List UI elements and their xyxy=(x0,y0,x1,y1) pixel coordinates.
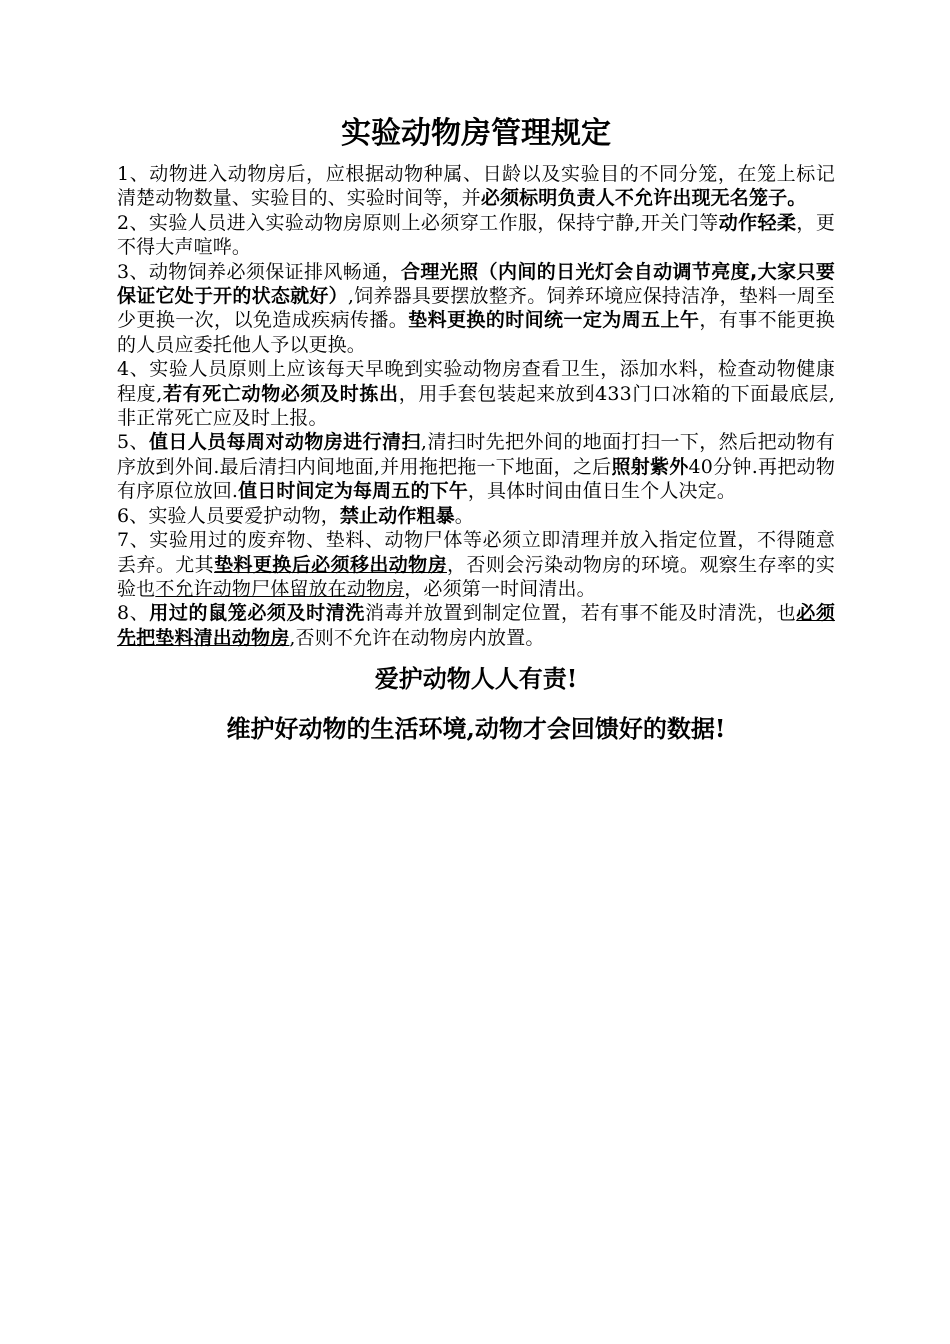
rule-text: ,饲养器具要摆放整齐。饲养环境应保持洁净，垫料一周至少更换一次，以免造成疾病传播。 xyxy=(117,285,835,332)
emphasis-text: 值日时间定为每周五的下午 xyxy=(238,480,468,503)
rule-text: 7、实验用过的废弃物、垫料、动物尸体等必须立即清理并放入指定位置，不得随意丢弃。尤其 xyxy=(117,529,835,576)
rule-text: 8、 xyxy=(117,602,150,625)
rule-text: 1、动物进入动物房后，应根据动物种属、日龄以及实验目的不同分笼，在笼上标记清楚动物数量、实验目的、实验时间等，并 xyxy=(117,163,835,210)
rule-item-8 xyxy=(117,601,835,650)
emphasis-text: 必须标明负责人不允许出现无名笼子。 xyxy=(480,187,807,210)
rule-text: 6、实验人员要爱护动物， xyxy=(117,504,340,527)
rule-item-5 xyxy=(117,430,835,503)
emphasis-text: 若有死亡动物必须及时拣出 xyxy=(162,382,399,405)
rule-item-2 xyxy=(117,211,835,260)
rule-text: ，否则会污染动物房的环境。观察生存率的实验也 xyxy=(117,553,835,600)
rule-text: ，必须第一时间清出。 xyxy=(404,577,596,600)
rule-text: 消毒并放置到制定位置，若有事不能及时清洗，也 xyxy=(364,602,797,625)
rule-text: ,清扫时先把外间的地面打扫一下，然后把动物有序放到外间.最后清扫内间地面,并用拖把拖一下地面，之后 xyxy=(117,431,835,478)
rule-text: ，有事不能更换的人员应委托他人予以更换。 xyxy=(117,309,835,356)
emphasis-underlined-text: 必须先把垫料清出动物房 xyxy=(117,602,835,649)
emphasis-text: 照射紫外 xyxy=(611,455,689,478)
rule-text: 40分钟.再把动物有序原位放回. xyxy=(117,455,835,503)
rule-text: ，更不得大声喧哗。 xyxy=(117,211,835,259)
rule-text: 5、 xyxy=(117,431,149,454)
emphasis-text: 值日人员每周对动物房进行清扫 xyxy=(148,431,421,454)
rule-item-7 xyxy=(117,528,835,601)
rule-text: 3、动物饲养必须保证排风畅通， xyxy=(117,260,401,283)
rule-item-1 xyxy=(117,162,835,211)
underlined-text: 不允许动物尸体留放在动物房 xyxy=(155,577,405,600)
rule-text: 。 xyxy=(454,504,474,527)
rule-text: ,否则不允许在动物房内放置。 xyxy=(289,626,545,649)
emphasis-text: 用过的鼠笼必须及时清洗 xyxy=(149,602,365,625)
rule-item-6 xyxy=(117,504,835,528)
rules-list xyxy=(117,162,835,650)
rule-text: 2、实验人员进入实验动物房原则上必须穿工作服，保持宁静,开关门等 xyxy=(117,211,719,234)
rule-item-3 xyxy=(117,260,835,358)
slogan-care: 爱护动物人人有责! xyxy=(374,664,578,694)
emphasis-text: 合理光照（内间的日光灯会自动调节亮度,大家只要保证它处于开的状态就好） xyxy=(117,260,835,308)
document-title: 实验动物房管理规定 xyxy=(341,116,611,151)
rule-item-4 xyxy=(117,357,835,430)
emphasis-text: 禁止动作粗暴 xyxy=(339,504,455,527)
document-page xyxy=(117,112,835,746)
emphasis-underlined-text: 垫料更换后必须移出动物房 xyxy=(214,553,447,576)
rule-text: ，用手套包装起来放到433门口冰箱的下面最底层,非正常死亡应及时上报。 xyxy=(117,382,835,430)
rule-text: 4、实验人员原则上应该每天早晚到实验动物房查看卫生，添加水料，检查动物健康程度, xyxy=(117,358,835,405)
rule-text: ，具体时间由值日生个人决定。 xyxy=(467,480,737,503)
emphasis-text: 动作轻柔 xyxy=(718,211,797,234)
emphasis-text: 垫料更换的时间统一定为周五上午 xyxy=(408,309,700,332)
slogan-environment: 维护好动物的生活环境,动物才会回馈好的数据! xyxy=(226,714,726,744)
